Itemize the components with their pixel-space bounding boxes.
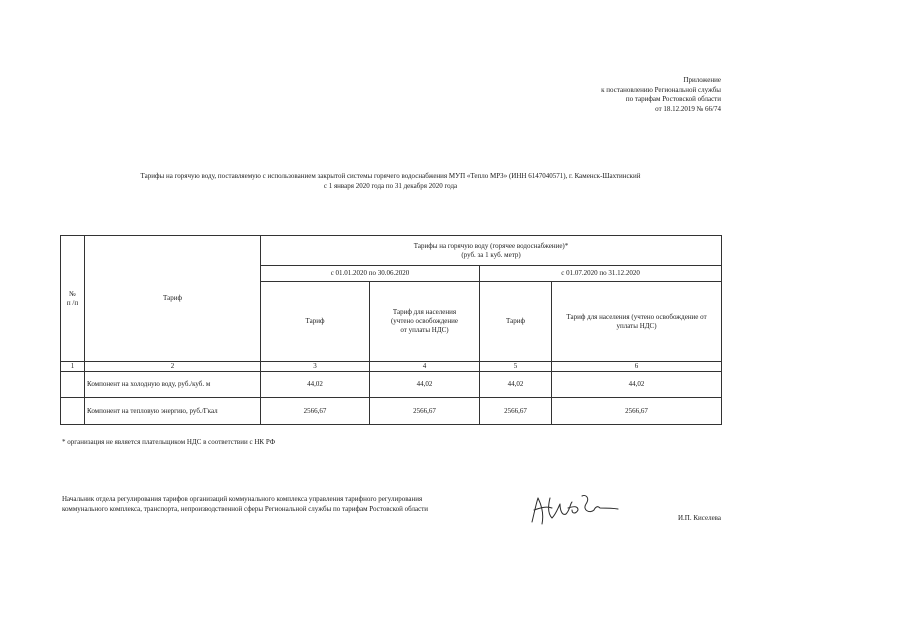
- subheader-population-p2: Тариф для населения (учтено освобождение от уплаты НДС): [552, 282, 722, 362]
- footnote: * организация не является плательщиком НДС в соответствии с НК РФ: [62, 438, 276, 446]
- subheader-tariff-p2: Тариф: [480, 282, 552, 362]
- table-row: [61, 398, 722, 425]
- value-cell: 2566,67: [261, 398, 370, 425]
- column-number: 2: [85, 362, 261, 372]
- appendix-block: [601, 76, 721, 114]
- column-number: 4: [370, 362, 480, 372]
- handwritten-signature: [528, 484, 620, 528]
- title-line: с 1 января 2020 года по 31 декабря 2020 года: [323, 182, 458, 190]
- group-header-hot-water: Тарифы на горячую воду (горячее водоснабжение)* (руб. за 1 куб. метр): [261, 236, 722, 266]
- row-name: Компонент на тепловую энергию, руб./Гкал: [85, 398, 261, 425]
- table-header-row: [61, 236, 722, 266]
- subheader-population-p1: Тариф для населения (учтено освобождение от уплаты НДС): [370, 282, 480, 362]
- col-header-tariff: Тариф: [85, 236, 261, 362]
- subheader-tariff-p1: Тариф: [261, 282, 370, 362]
- column-number-row: [61, 362, 722, 372]
- column-number: 6: [552, 362, 722, 372]
- row-name: Компонент на холодную воду, руб./куб. м: [85, 372, 261, 398]
- period-header-2: с 01.07.2020 по 31.12.2020: [480, 266, 722, 282]
- value-cell: 2566,67: [370, 398, 480, 425]
- period-header-1: с 01.01.2020 по 30.06.2020: [261, 266, 480, 282]
- title-line: Тарифы на горячую воду, поставляемую с использованием закрытой системы горячего водоснабжения МУП «Тепло МРЗ» (ИНН 6147040571), г. Каменск-Шахтинский: [140, 172, 641, 180]
- row-number-cell: [61, 398, 85, 425]
- value-cell: 2566,67: [480, 398, 552, 425]
- row-number-cell: [61, 372, 85, 398]
- value-cell: 44,02: [552, 372, 722, 398]
- value-cell: 2566,67: [552, 398, 722, 425]
- signatory-name: И.П. Киселева: [678, 514, 721, 522]
- value-cell: 44,02: [480, 372, 552, 398]
- column-number: 5: [480, 362, 552, 372]
- appendix-line: от 18.12.2019 № 66/74: [655, 104, 721, 113]
- tariff-table: [60, 235, 722, 425]
- appendix-line: к постановлению Региональной службы: [601, 85, 721, 94]
- appendix-line: по тарифам Ростовской области: [625, 95, 721, 103]
- value-cell: 44,02: [370, 372, 480, 398]
- column-number: 3: [261, 362, 370, 372]
- appendix-line: Приложение: [683, 76, 721, 84]
- value-cell: 44,02: [261, 372, 370, 398]
- document-title: [60, 171, 721, 191]
- column-number: 1: [61, 362, 85, 372]
- table-row: [61, 372, 722, 398]
- col-header-number: № п /п: [61, 236, 85, 362]
- signatory-position: Начальник отдела регулирования тарифов организаций коммунального комплекса управления тарифного регулирования коммунального комплекса, транспорта, непроизводственной сферы Региональной службы по тарифам Ростовской области: [62, 495, 429, 513]
